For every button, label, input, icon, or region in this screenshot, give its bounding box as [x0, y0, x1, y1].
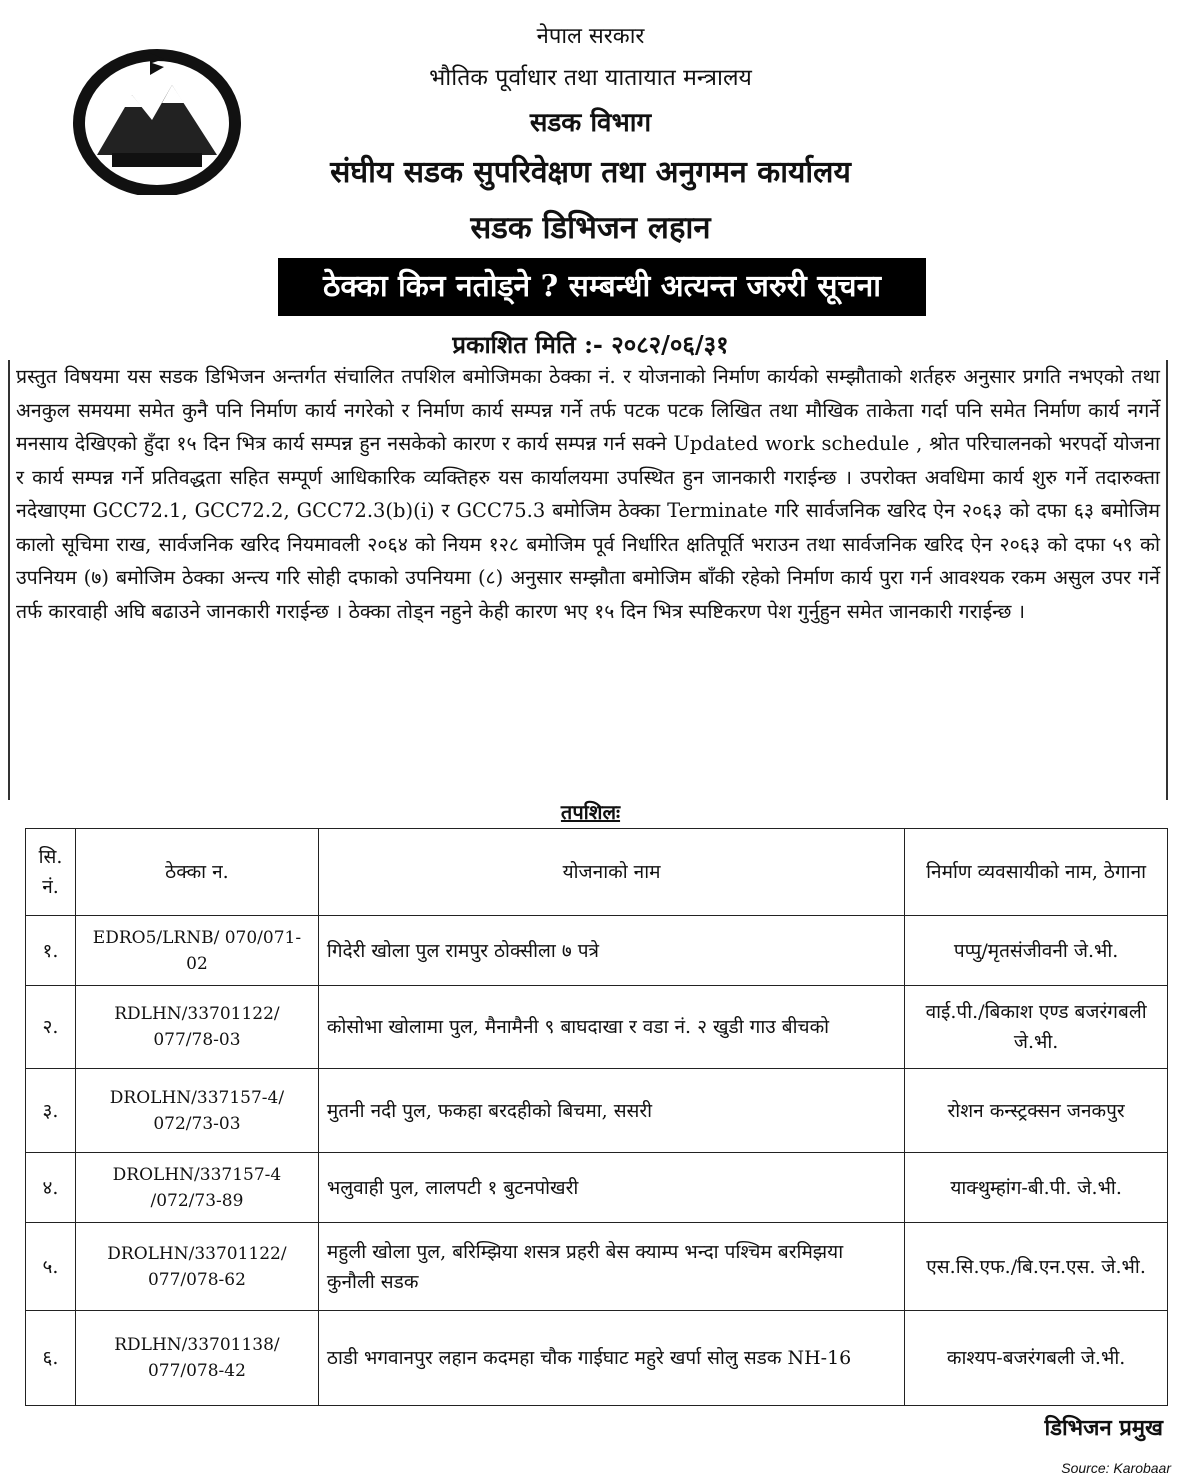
table-row — [26, 1223, 1168, 1311]
header-office: संघीय सडक सुपरिवेक्षण तथा अनुगमन कार्यालय — [330, 155, 851, 190]
row-contractor: एस.सि.एफ./बि.एन.एस. जे.भी. — [905, 1223, 1168, 1311]
header-contract: ठेक्का न. — [75, 829, 318, 916]
table-header-row — [26, 829, 1168, 916]
table-row — [26, 1153, 1168, 1223]
row-contract: RDLHN/33701122/ 077/78-03 — [75, 986, 318, 1069]
row-sn: ३. — [26, 1069, 76, 1153]
row-sn: १. — [26, 916, 76, 986]
row-contract: RDLHN/33701138/ 077/078-42 — [75, 1311, 318, 1406]
row-contractor: पप्पु/मृतसंजीवनी जे.भी. — [905, 916, 1168, 986]
row-contract: DROLHN/337157-4 /072/73-89 — [75, 1153, 318, 1223]
header-contractor: निर्माण व्यवसायीको नाम, ठेगाना — [905, 829, 1168, 916]
row-sn: ६. — [26, 1311, 76, 1406]
source-credit: Source: Karobaar — [1061, 1460, 1171, 1476]
header-sn: सि. नं. — [26, 829, 76, 916]
header-government: नेपाल सरकार — [536, 24, 645, 49]
header-division: सडक डिभिजन लहान — [470, 210, 711, 246]
row-project: कोसोभा खोलामा पुल, मैनामैनी ९ बाघदाखा र वडा नं. २ खुडी गाउ बीचको — [318, 986, 904, 1069]
row-project: गिदेरी खोला पुल रामपुर ठोक्सीला ७ पत्रे — [318, 916, 904, 986]
publish-date: प्रकाशित मिति :- २०८२/०६/३१ — [452, 330, 729, 359]
row-sn: ५. — [26, 1223, 76, 1311]
row-sn: २. — [26, 986, 76, 1069]
header-ministry: भौतिक पूर्वाधार तथा यातायात मन्त्रालय — [429, 65, 752, 91]
row-project: ठाडी भगवानपुर लहान कदमहा चौक गाईघाट महुरे खर्पा सोलु सडक NH-16 — [318, 1311, 904, 1406]
row-contractor: काश्यप-बजरंगबली जे.भी. — [905, 1311, 1168, 1406]
row-project: भलुवाही पुल, लालपटी १ बुटनपोखरी — [318, 1153, 904, 1223]
row-project: महुली खोला पुल, बरिम्झिया शसत्र प्रहरी बेस क्याम्प भन्दा पश्चिम बरमिझया कुनौली सडक — [318, 1223, 904, 1311]
header-department: सडक विभाग — [529, 108, 652, 138]
row-contractor: रोशन कन्स्ट्रक्सन जनकपुर — [905, 1069, 1168, 1153]
contracts-table — [25, 828, 1168, 1406]
signature: डिभिजन प्रमुख — [1044, 1415, 1163, 1441]
notice-title-banner: ठेक्का किन नतोड्ने ? सम्बन्धी अत्यन्त जरुरी सूचना — [278, 258, 926, 316]
table-title: तपशिलः — [560, 800, 621, 824]
row-contract: DROLHN/33701122/ 077/078-62 — [75, 1223, 318, 1311]
table-row — [26, 916, 1168, 986]
row-contract: DROLHN/337157-4/ 072/73-03 — [75, 1069, 318, 1153]
row-project: मुतनी नदी पुल, फकहा बरदहीको बिचमा, ससरी — [318, 1069, 904, 1153]
row-sn: ४. — [26, 1153, 76, 1223]
row-contractor: याक्थुम्हांग-बी.पी. जे.भी. — [905, 1153, 1168, 1223]
table-row — [26, 1311, 1168, 1406]
notice-body: प्रस्तुत विषयमा यस सडक डिभिजन अन्तर्गत संचालित तपशिल बमोजिमका ठेक्का नं. र योजनाको निर्माण कार्यको सम्झौताको शर्तहरु अनुसार प्रगति नभएको तथा अनकुल समयमा समेत कुनै पनि निर्माण कार्य नगरेको र निर्माण कार्य सम्पन्न गर्ने तर्फ पटक पटक लिखित तथा मौखिक ताकेता गर्दा पनि समेत निर्माण कार्य नगर्ने मनसाय देखिएको हुँदा १५ दिन भित्र कार्य सम्पन्न हुन नसकेको कारण र कार्य सम्पन्न गर्न सक्ने Updated work schedule , श्रोत परिचालनको भरपर्दो योजना र कार्य सम्पन्न गर्ने प्रतिवद्धता सहित सम्पूर्ण आधिकारिक व्यक्तिहरु यस कार्यालयमा उपस्थित हुन जानकारी गराईन्छ । उपरोक्त अवधिमा कार्य शुरु गर्ने तदारुक्ता नदेखाएमा GCC72.1, GCC72.2, GCC72.3(b)(i) र GCC75.3 बमोजिम ठेक्का Terminate गरि सार्वजनिक खरिद ऐन २०६३ को दफा ६३ बमोजिम कालो सूचिमा राख, सार्वजनिक खरिद नियमावली २०६४ को नियम १२८ बमोजिम पूर्व निर्धारित क्षतिपूर्ति भराउन तथा सार्वजनिक खरिद ऐन २०६३ को दफा ५९ को उपनियम (७) बमोजिम ठेक्का अन्त्य गरि सोही दफाको उपनियमा (८) अनुसार सम्झौता बमोजिम बाँकी रहेको निर्माण कार्य पुरा गर्न आवश्यक रकम असुल उपर गर्ने तर्फ कारवाही अघि बढाउने जानकारी गराईन्छ । ठेक्का तोड्न नहुने केही कारण भए १५ दिन भित्र स्पष्टिकरण पेश गुर्नुहुन समेत जानकारी गराईन्छ । — [8, 360, 1168, 800]
table-row — [26, 986, 1168, 1069]
row-contract: EDRO5/LRNB/ 070/071-02 — [75, 916, 318, 986]
table-row — [26, 1069, 1168, 1153]
row-contractor: वाई.पी./बिकाश एण्ड बजरंगबली जे.भी. — [905, 986, 1168, 1069]
header-project: योजनाको नाम — [318, 829, 904, 916]
